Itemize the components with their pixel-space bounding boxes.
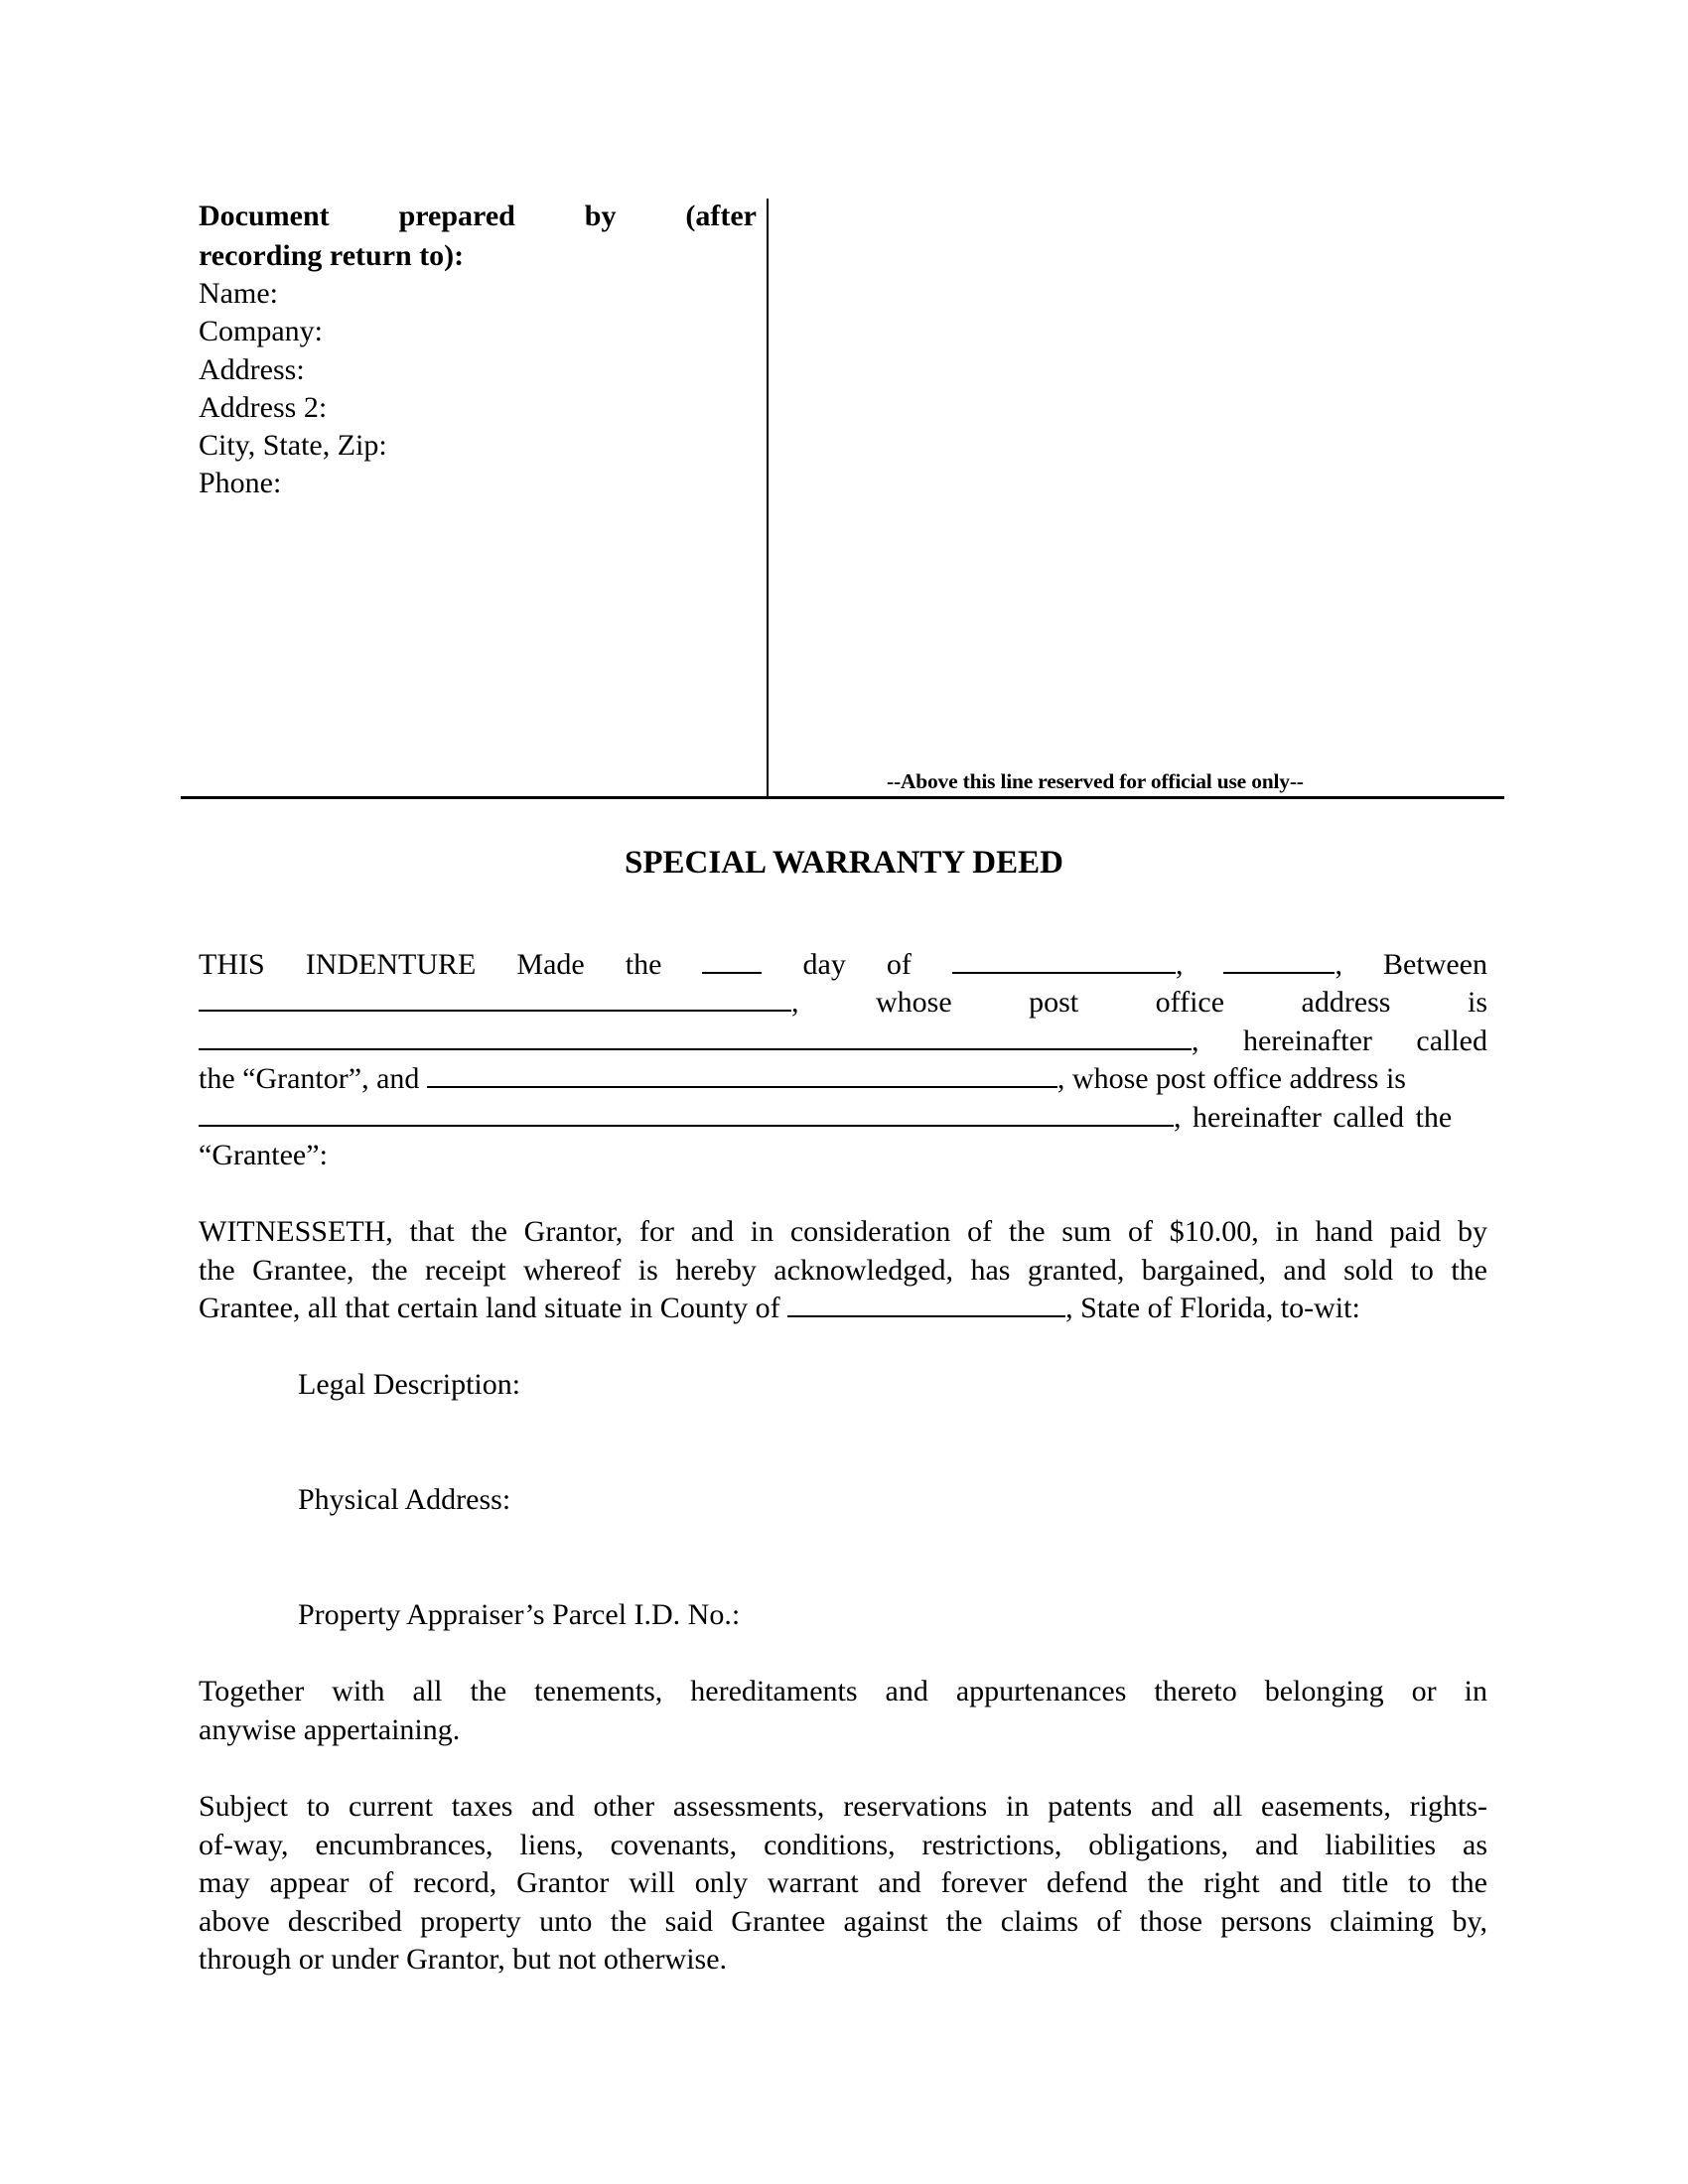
text: Grantee, all that certain land situate in County of [199,1292,780,1325]
word: THIS [199,948,265,981]
witnesseth-line-2: the Grantee, the receipt whereof is hereby acknowledged, has granted, bargained, and sold to the [199,1253,1487,1287]
indenture-line-6: “Grantee”: [199,1139,328,1171]
indenture-line-1 [199,946,1487,984]
document-title: SPECIAL WARRANTY DEED [625,845,1063,881]
recording-separator-line [181,796,1504,799]
word: post [1029,986,1079,1019]
subject-line-4: above described property unto the said Grantee against the claims of those persons claiming by, [199,1904,1487,1938]
word: day [802,948,846,981]
heading-word: (after [685,200,757,232]
indenture-line-4 [199,1060,1406,1098]
year-blank-group [1223,946,1342,982]
field-name-label: Name: [199,277,278,310]
comma: , [1192,1024,1199,1057]
grantor-name-blank[interactable] [199,984,791,1012]
month-blank-group [952,946,1184,982]
field-address2-label: Address 2: [199,391,328,424]
prepared-by-heading-line1 [199,200,757,237]
field-phone-label: Phone: [199,467,282,499]
grantee-name-blank[interactable] [427,1060,1057,1088]
word: of [886,948,912,981]
text: , State of Florida, to-wit: [1065,1292,1360,1325]
word: Made [516,948,585,981]
together-paragraph [199,1673,1487,1749]
word: is [1467,986,1487,1019]
comma: , [1175,948,1184,981]
witnesseth-line-3 [199,1290,1487,1328]
field-address-label: Address: [199,353,305,386]
parcel-id-label: Property Appraiser’s Parcel I.D. No.: [298,1598,741,1631]
indenture-line-2 [199,984,1487,1022]
indenture-line-3 [199,1023,1487,1060]
day-blank[interactable] [702,946,762,974]
text: , hereinafter called the [1174,1101,1453,1134]
subject-line-3: may appear of record, Grantor will only warrant and forever defend the right and title to the [199,1866,1487,1900]
word: Between [1383,948,1487,981]
together-line-2: anywise appertaining. [199,1712,461,1746]
heading-word: by [584,200,617,232]
word: the [625,948,662,981]
word: office [1155,986,1225,1019]
word: whose [875,986,952,1019]
county-blank[interactable] [787,1290,1065,1317]
legal-description-label: Legal Description: [298,1368,521,1401]
month-blank[interactable] [952,946,1176,974]
subject-line-5: through or under Grantor, but not otherwise. [199,1943,728,1977]
official-use-notice: --Above this line reserved for official use only-- [887,769,1304,793]
comma: , [791,986,799,1019]
heading-word: Document [199,200,330,232]
witnesseth-line-1: WITNESSETH, that the Grantor, for and in consideration of the sum of $10.00, in hand paid by [199,1215,1487,1248]
word: INDENTURE [305,948,477,981]
subject-line-2: of-way, encumbrances, liens, covenants, conditions, restrictions, obligations, and liabilities as [199,1828,1487,1861]
physical-address-label: Physical Address: [298,1483,511,1516]
grantor-label: the “Grantor”, and [199,1062,420,1095]
subject-line-1: Subject to current taxes and other assessments, reservations in patents and all easements, rights- [199,1790,1487,1823]
subject-paragraph [199,1788,1487,1979]
word: hereinafter [1242,1024,1372,1057]
prepared-by-heading-line2: recording return to): [199,239,465,272]
text: , whose post office address is [1056,1062,1406,1095]
grantor-name-group [199,984,799,1020]
grantor-address-blank[interactable] [199,1023,1192,1050]
year-blank[interactable] [1223,946,1335,974]
field-city-state-zip-label: City, State, Zip: [199,429,387,462]
heading-word: prepared [398,200,515,232]
word: address [1301,986,1391,1019]
comma: , [1335,948,1342,981]
word: called [1416,1024,1487,1057]
together-line-1: Together with all the tenements, hereditaments and appurtenances thereto belonging or in [199,1675,1487,1707]
field-company-label: Company: [199,315,323,347]
indenture-line-5 [199,1099,1452,1137]
grantee-address-blank[interactable] [199,1099,1174,1127]
witnesseth-paragraph [199,1213,1487,1328]
header-divider-vertical [767,199,769,799]
grantor-address-group [199,1023,1199,1058]
